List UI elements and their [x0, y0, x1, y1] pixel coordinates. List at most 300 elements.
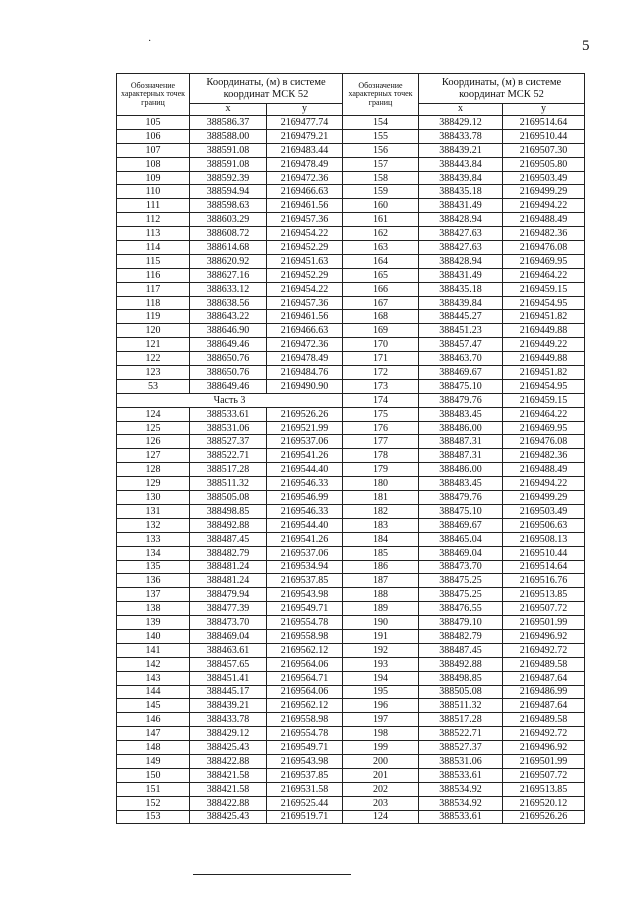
coord-x: 388465.04: [419, 532, 503, 546]
coord-x: 388427.63: [419, 227, 503, 241]
coord-x: 388477.39: [190, 602, 267, 616]
point-id: 195: [343, 685, 419, 699]
point-id: 176: [343, 421, 419, 435]
table-row: [117, 352, 585, 366]
coord-y: 2169472.36: [267, 171, 343, 185]
table-row: [117, 518, 585, 532]
coord-x: 388511.32: [419, 699, 503, 713]
coord-x: 388650.76: [190, 366, 267, 380]
coord-y: 2169510.44: [503, 129, 585, 143]
coord-x: 388620.92: [190, 254, 267, 268]
point-id: 116: [117, 268, 190, 282]
coord-y: 2169513.85: [503, 782, 585, 796]
coord-x: 388445.27: [419, 310, 503, 324]
coord-x: 388469.04: [419, 546, 503, 560]
coord-x: 388422.88: [190, 796, 267, 810]
table-row: [117, 310, 585, 324]
point-id: 184: [343, 532, 419, 546]
coord-y: 2169464.22: [503, 268, 585, 282]
coord-y: 2169459.15: [503, 282, 585, 296]
footer-rule: [193, 874, 351, 875]
coord-x: 388479.76: [419, 393, 503, 407]
coord-x: 388435.18: [419, 185, 503, 199]
point-id: 148: [117, 741, 190, 755]
point-id: 189: [343, 602, 419, 616]
coord-x: 388433.78: [190, 713, 267, 727]
point-id: 135: [117, 560, 190, 574]
coord-x: 388498.85: [190, 504, 267, 518]
coord-x: 388469.67: [419, 518, 503, 532]
coord-y: 2169466.63: [267, 185, 343, 199]
coord-y: 2169449.22: [503, 338, 585, 352]
coord-y: 2169492.72: [503, 727, 585, 741]
table-row: [117, 254, 585, 268]
coord-y: 2169520.12: [503, 796, 585, 810]
coord-y: 2169487.64: [503, 699, 585, 713]
point-id: 128: [117, 463, 190, 477]
point-id: 146: [117, 713, 190, 727]
point-id: 117: [117, 282, 190, 296]
point-id: 145: [117, 699, 190, 713]
coord-y: 2169454.22: [267, 282, 343, 296]
coord-x: 388487.31: [419, 449, 503, 463]
point-id: 132: [117, 518, 190, 532]
point-id: 109: [117, 171, 190, 185]
point-id: 113: [117, 227, 190, 241]
point-id: 157: [343, 157, 419, 171]
coord-system-header-left: Координаты, (м) в системе координат МСК 52: [190, 74, 343, 104]
table-row: [117, 741, 585, 755]
table-row: [117, 532, 585, 546]
point-id: 165: [343, 268, 419, 282]
coord-x: 388492.88: [190, 518, 267, 532]
coord-x: 388650.76: [190, 352, 267, 366]
coord-x: 388457.47: [419, 338, 503, 352]
y-header-left: y: [267, 104, 343, 116]
coord-y: 2169476.08: [503, 435, 585, 449]
coord-y: 2169516.76: [503, 574, 585, 588]
point-id: 193: [343, 657, 419, 671]
point-id: 120: [117, 324, 190, 338]
coord-y: 2169507.72: [503, 768, 585, 782]
table-row: [117, 213, 585, 227]
coord-system-header-right: Координаты, (м) в системе координат МСК 52: [419, 74, 585, 104]
table-row: [117, 796, 585, 810]
table-row: [117, 782, 585, 796]
coord-x: 388649.46: [190, 338, 267, 352]
coord-x: 388505.08: [419, 685, 503, 699]
x-header-right: x: [419, 104, 503, 116]
coord-x: 388603.29: [190, 213, 267, 227]
coord-y: 2169544.40: [267, 463, 343, 477]
coord-y: 2169487.64: [503, 671, 585, 685]
coord-y: 2169466.63: [267, 324, 343, 338]
table-row: [117, 671, 585, 685]
point-id: 169: [343, 324, 419, 338]
coord-y: 2169472.36: [267, 338, 343, 352]
coord-y: 2169541.26: [267, 532, 343, 546]
coord-y: 2169541.26: [267, 449, 343, 463]
point-id: 126: [117, 435, 190, 449]
coord-x: 388422.88: [190, 754, 267, 768]
coord-y: 2169505.80: [503, 157, 585, 171]
point-id: 105: [117, 116, 190, 130]
coord-y: 2169451.63: [267, 254, 343, 268]
point-id: 168: [343, 310, 419, 324]
coord-x: 388487.45: [190, 532, 267, 546]
point-id: 171: [343, 352, 419, 366]
coord-x: 388475.10: [419, 379, 503, 393]
table-row: [117, 713, 585, 727]
point-id: 151: [117, 782, 190, 796]
coord-x: 388483.45: [419, 407, 503, 421]
coord-x: 388533.61: [419, 810, 503, 824]
coord-x: 388591.08: [190, 143, 267, 157]
coord-x: 388476.55: [419, 602, 503, 616]
table-row: [117, 463, 585, 477]
coord-y: 2169564.71: [267, 671, 343, 685]
coord-x: 388534.92: [419, 796, 503, 810]
coord-y: 2169507.30: [503, 143, 585, 157]
coord-x: 388643.22: [190, 310, 267, 324]
coord-y: 2169513.85: [503, 588, 585, 602]
coord-y: 2169457.36: [267, 296, 343, 310]
coord-y: 2169494.22: [503, 477, 585, 491]
coord-y: 2169496.92: [503, 741, 585, 755]
coord-y: 2169534.94: [267, 560, 343, 574]
coord-y: 2169459.15: [503, 393, 585, 407]
point-id: 154: [343, 116, 419, 130]
table-row: [117, 407, 585, 421]
coord-x: 388457.65: [190, 657, 267, 671]
coord-x: 388428.94: [419, 254, 503, 268]
coord-y: 2169478.49: [267, 157, 343, 171]
table-row: [117, 810, 585, 824]
coord-x: 388591.08: [190, 157, 267, 171]
coord-x: 388425.43: [190, 741, 267, 755]
point-id: 190: [343, 616, 419, 630]
coord-y: 2169479.21: [267, 129, 343, 143]
point-id: 140: [117, 629, 190, 643]
table-row: [117, 629, 585, 643]
coord-x: 388469.04: [190, 629, 267, 643]
coord-x: 388425.43: [190, 810, 267, 824]
coord-y: 2169490.90: [267, 379, 343, 393]
coord-x: 388594.94: [190, 185, 267, 199]
table-row: [117, 171, 585, 185]
coord-y: 2169451.82: [503, 310, 585, 324]
coord-y: 2169510.44: [503, 546, 585, 560]
coord-x: 388517.28: [419, 713, 503, 727]
table-row: [117, 727, 585, 741]
coord-x: 388586.37: [190, 116, 267, 130]
coord-y: 2169564.06: [267, 685, 343, 699]
point-id: 182: [343, 504, 419, 518]
table-row: [117, 227, 585, 241]
coord-x: 388527.37: [190, 435, 267, 449]
coord-y: 2169564.06: [267, 657, 343, 671]
table-row: [117, 546, 585, 560]
coord-y: 2169554.78: [267, 727, 343, 741]
point-id: 200: [343, 754, 419, 768]
coord-y: 2169546.99: [267, 491, 343, 505]
table-row: [117, 643, 585, 657]
coord-x: 388433.78: [419, 129, 503, 143]
point-id: 139: [117, 616, 190, 630]
point-id: 114: [117, 241, 190, 255]
coord-x: 388479.94: [190, 588, 267, 602]
coord-y: 2169489.58: [503, 657, 585, 671]
coord-x: 388533.61: [419, 768, 503, 782]
point-id: 141: [117, 643, 190, 657]
point-id: 112: [117, 213, 190, 227]
coord-y: 2169451.82: [503, 366, 585, 380]
coord-x: 388439.84: [419, 296, 503, 310]
coord-x: 388439.21: [190, 699, 267, 713]
coord-x: 388598.63: [190, 199, 267, 213]
table-row: [117, 560, 585, 574]
coord-x: 388451.41: [190, 671, 267, 685]
coord-x: 388429.12: [190, 727, 267, 741]
part-label: Часть 3: [117, 393, 343, 407]
coord-y: 2169454.95: [503, 379, 585, 393]
table-row: [117, 435, 585, 449]
point-id: 124: [343, 810, 419, 824]
coord-y: 2169546.33: [267, 477, 343, 491]
table-row: [117, 143, 585, 157]
point-id: 162: [343, 227, 419, 241]
coord-y: 2169478.49: [267, 352, 343, 366]
table-row: [117, 588, 585, 602]
coord-x: 388534.92: [419, 782, 503, 796]
coord-y: 2169506.63: [503, 518, 585, 532]
coord-y: 2169537.85: [267, 574, 343, 588]
coord-x: 388588.00: [190, 129, 267, 143]
y-header-right: y: [503, 104, 585, 116]
point-id: 172: [343, 366, 419, 380]
point-id: 133: [117, 532, 190, 546]
coord-x: 388487.45: [419, 643, 503, 657]
coord-x: 388483.45: [419, 477, 503, 491]
coord-y: 2169531.58: [267, 782, 343, 796]
point-id: 203: [343, 796, 419, 810]
coord-x: 388614.68: [190, 241, 267, 255]
coord-x: 388592.39: [190, 171, 267, 185]
point-id: 150: [117, 768, 190, 782]
point-id: 110: [117, 185, 190, 199]
point-id: 160: [343, 199, 419, 213]
coord-y: 2169501.99: [503, 616, 585, 630]
point-id: 192: [343, 643, 419, 657]
coord-y: 2169499.29: [503, 491, 585, 505]
coord-y: 2169514.64: [503, 560, 585, 574]
point-column-header-right: Обозначение характерных точек границ: [343, 74, 419, 116]
point-id: 107: [117, 143, 190, 157]
coord-y: 2169492.72: [503, 643, 585, 657]
coord-x: 388482.79: [419, 629, 503, 643]
point-id: 164: [343, 254, 419, 268]
table-row: [117, 268, 585, 282]
point-id: 136: [117, 574, 190, 588]
coord-y: 2169519.71: [267, 810, 343, 824]
point-id: 181: [343, 491, 419, 505]
point-id: 156: [343, 143, 419, 157]
coord-y: 2169496.92: [503, 629, 585, 643]
point-id: 202: [343, 782, 419, 796]
point-id: 137: [117, 588, 190, 602]
point-id: 123: [117, 366, 190, 380]
table-row: [117, 616, 585, 630]
table-row: [117, 338, 585, 352]
coord-x: 388608.72: [190, 227, 267, 241]
coord-y: 2169476.08: [503, 241, 585, 255]
point-id: 127: [117, 449, 190, 463]
coord-y: 2169482.36: [503, 449, 585, 463]
x-header-left: x: [190, 104, 267, 116]
table-row: [117, 185, 585, 199]
table-row: [117, 116, 585, 130]
coord-y: 2169449.88: [503, 352, 585, 366]
point-id: 138: [117, 602, 190, 616]
point-id: 187: [343, 574, 419, 588]
point-id: 173: [343, 379, 419, 393]
table-row: [117, 241, 585, 255]
coord-y: 2169452.29: [267, 241, 343, 255]
point-id: 122: [117, 352, 190, 366]
coord-y: 2169507.72: [503, 602, 585, 616]
coord-x: 388431.49: [419, 268, 503, 282]
coord-x: 388475.25: [419, 574, 503, 588]
coord-y: 2169526.26: [503, 810, 585, 824]
point-id: 161: [343, 213, 419, 227]
table-row: [117, 379, 585, 393]
point-id: 53: [117, 379, 190, 393]
table-row: [117, 699, 585, 713]
coord-y: 2169543.98: [267, 588, 343, 602]
coord-x: 388427.63: [419, 241, 503, 255]
table-row: [117, 504, 585, 518]
coord-x: 388482.79: [190, 546, 267, 560]
coord-y: 2169477.74: [267, 116, 343, 130]
coord-x: 388439.84: [419, 171, 503, 185]
table-row: [117, 282, 585, 296]
coord-x: 388421.58: [190, 768, 267, 782]
coord-x: 388638.56: [190, 296, 267, 310]
coord-y: 2169554.78: [267, 616, 343, 630]
coord-x: 388492.88: [419, 657, 503, 671]
coord-y: 2169484.76: [267, 366, 343, 380]
point-id: 196: [343, 699, 419, 713]
point-id: 147: [117, 727, 190, 741]
point-column-header-left: Обозначение характерных точек границ: [117, 74, 190, 116]
coord-x: 388487.31: [419, 435, 503, 449]
table-row: [117, 324, 585, 338]
table-row: [117, 602, 585, 616]
coord-x: 388421.58: [190, 782, 267, 796]
coord-x: 388522.71: [190, 449, 267, 463]
point-id: 153: [117, 810, 190, 824]
coord-y: 2169449.88: [503, 324, 585, 338]
point-id: 118: [117, 296, 190, 310]
coord-y: 2169488.49: [503, 463, 585, 477]
coord-y: 2169499.29: [503, 185, 585, 199]
coord-x: 388431.49: [419, 199, 503, 213]
point-id: 121: [117, 338, 190, 352]
coord-y: 2169537.06: [267, 435, 343, 449]
coord-y: 2169549.71: [267, 602, 343, 616]
coord-x: 388522.71: [419, 727, 503, 741]
coord-y: 2169543.98: [267, 754, 343, 768]
coord-y: 2169526.26: [267, 407, 343, 421]
point-id: 131: [117, 504, 190, 518]
coord-y: 2169501.99: [503, 754, 585, 768]
point-id: 198: [343, 727, 419, 741]
coord-y: 2169452.29: [267, 268, 343, 282]
point-id: 179: [343, 463, 419, 477]
point-id: 201: [343, 768, 419, 782]
coord-y: 2169483.44: [267, 143, 343, 157]
point-id: 175: [343, 407, 419, 421]
point-id: 144: [117, 685, 190, 699]
table-row: [117, 421, 585, 435]
coord-x: 388451.23: [419, 324, 503, 338]
coord-y: 2169482.36: [503, 227, 585, 241]
table-row: [117, 449, 585, 463]
point-id: 194: [343, 671, 419, 685]
coord-y: 2169562.12: [267, 699, 343, 713]
coord-y: 2169489.58: [503, 713, 585, 727]
coord-x: 388475.25: [419, 588, 503, 602]
table-body: [117, 116, 585, 824]
coord-x: 388479.76: [419, 491, 503, 505]
point-id: 185: [343, 546, 419, 560]
point-id: 167: [343, 296, 419, 310]
coord-x: 388463.70: [419, 352, 503, 366]
coord-x: 388445.17: [190, 685, 267, 699]
point-id: 163: [343, 241, 419, 255]
coord-y: 2169464.22: [503, 407, 585, 421]
point-id: 134: [117, 546, 190, 560]
coord-y: 2169454.95: [503, 296, 585, 310]
coord-y: 2169544.40: [267, 518, 343, 532]
coord-x: 388486.00: [419, 463, 503, 477]
coord-y: 2169549.71: [267, 741, 343, 755]
point-id: 124: [117, 407, 190, 421]
point-id: 158: [343, 171, 419, 185]
point-id: 143: [117, 671, 190, 685]
coord-x: 388533.61: [190, 407, 267, 421]
coord-x: 388633.12: [190, 282, 267, 296]
table-row: [117, 491, 585, 505]
coord-y: 2169461.56: [267, 310, 343, 324]
coord-y: 2169514.64: [503, 116, 585, 130]
coord-x: 388475.10: [419, 504, 503, 518]
point-id: 183: [343, 518, 419, 532]
coord-y: 2169537.85: [267, 768, 343, 782]
page-number: 5: [582, 38, 590, 54]
point-id: 180: [343, 477, 419, 491]
coord-x: 388469.67: [419, 366, 503, 380]
point-id: 191: [343, 629, 419, 643]
coord-x: 388646.90: [190, 324, 267, 338]
coord-y: 2169562.12: [267, 643, 343, 657]
coord-y: 2169494.22: [503, 199, 585, 213]
coord-x: 388498.85: [419, 671, 503, 685]
coord-x: 388439.21: [419, 143, 503, 157]
point-id: 159: [343, 185, 419, 199]
coord-y: 2169486.99: [503, 685, 585, 699]
coord-y: 2169546.33: [267, 504, 343, 518]
